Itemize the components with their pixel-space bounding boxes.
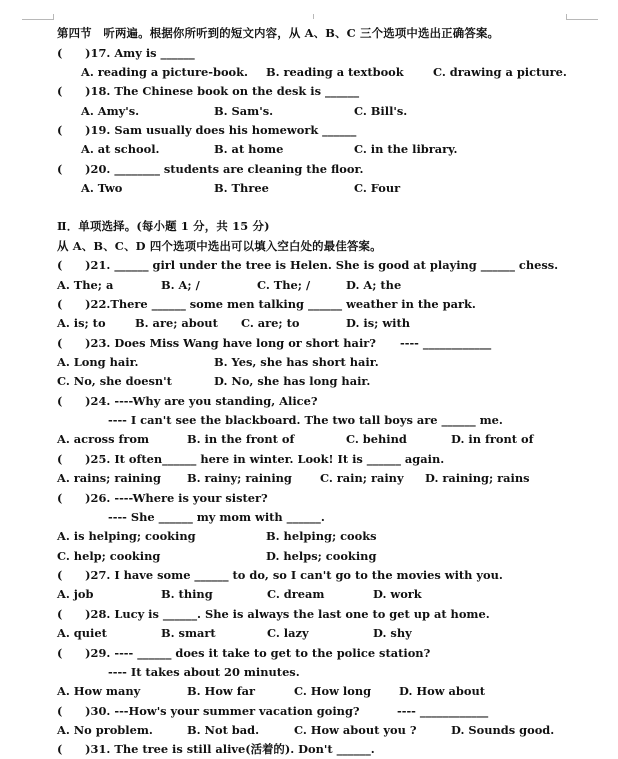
corner-tick-right: [566, 14, 567, 19]
corner-tick-left: [53, 14, 54, 19]
header-rule-left: [22, 19, 54, 20]
header-rule-right: [566, 19, 598, 20]
corner-tick-center: [313, 14, 314, 19]
